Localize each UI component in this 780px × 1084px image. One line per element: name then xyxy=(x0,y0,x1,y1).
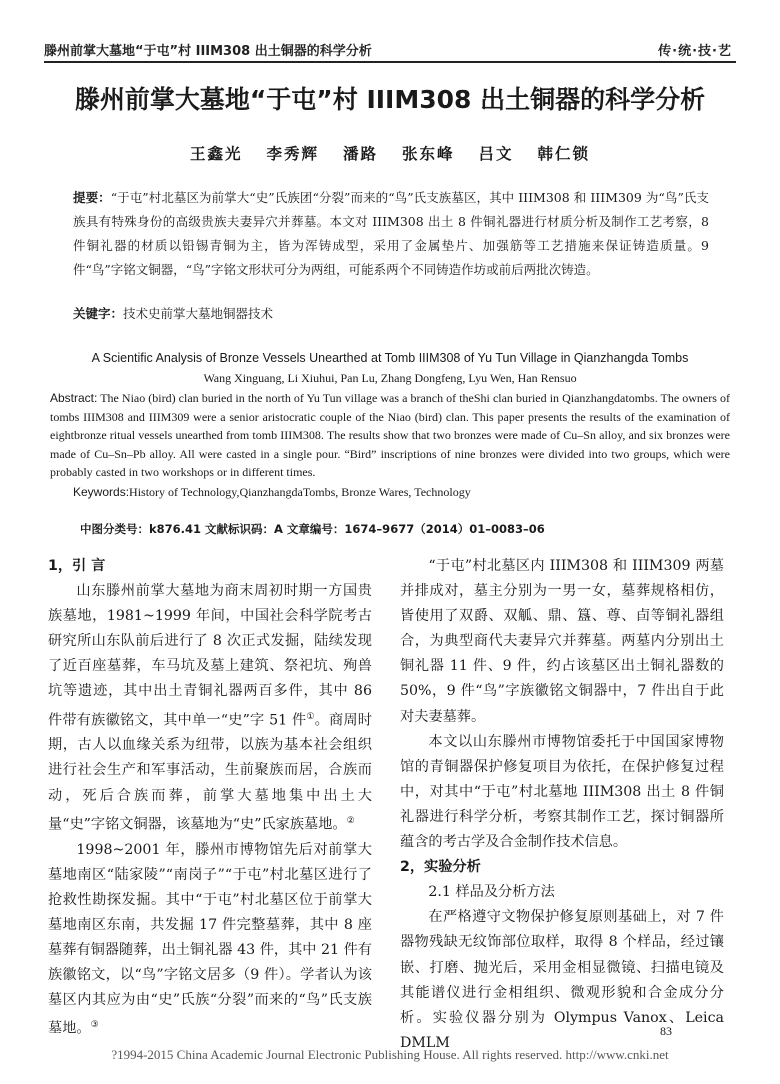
chinese-keywords-label: 关键字： xyxy=(73,306,124,321)
author-name: 吕文 xyxy=(478,144,514,163)
author-name: 王鑫光 xyxy=(189,144,243,163)
english-authors: Wang Xinguang, Li Xiuhui, Pan Lu, Zhang Dongfeng, Lyu Wen, Han Rensuo xyxy=(203,371,577,385)
english-keywords xyxy=(73,485,471,500)
english-title: A Scientific Analysis of Bronze Vessels Unearthed at Tomb IIIM308 of Yu Tun Village in Qianzhangda Tombs xyxy=(91,351,689,365)
author-name: 潘路 xyxy=(342,144,378,163)
chinese-abstract xyxy=(73,186,709,282)
header-rule xyxy=(44,61,736,63)
footnote-marker[interactable]: ② xyxy=(346,815,355,826)
body-paragraph: 本文以山东滕州市博物馆委托于中国国家博物馆的青铜器保护修复项目为依托，在保护修复过程中，对其中“于屯”村北墓地 IIIM308 出土 8 件铜礼器进行科学分析，考察其制作工艺，探讨铜器所蕴含的考古学及合金制作技术信息。 xyxy=(400,733,724,851)
running-header-section: 传·统·技·艺 xyxy=(658,44,732,59)
page-number: 83 xyxy=(660,1024,672,1038)
running-header-title: 滕州前掌大墓地“于屯”村 IIIM308 出土铜器的科学分析 xyxy=(44,44,372,59)
copyright-footer: ?1994-2015 China Academic Journal Electronic Publishing House. All rights reserved. http://www.cnki.net xyxy=(111,1047,669,1062)
section-heading: 1，引 言 xyxy=(48,558,106,574)
author-name: 李秀辉 xyxy=(266,144,319,163)
chinese-abstract-text: “于屯”村北墓区为前掌大“史”氏族团“分裂”而来的“鸟”氏支族墓区，其中 IIIM308 和 IIIM309 为“鸟”氏支族具有特殊身份的高级贵族夫妻异穴并葬墓。本文对 IIIM308 出土 8 件铜礼器进行材质分析及制作工艺考察，8 件铜礼器的材质以铅锡青铜为主，皆为浑铸成型，采用了金属垫片、加强筋等工艺措施来保证铸造质量。9 件“鸟”字铭文铜器，“鸟”字铭文形状可分为两组，可能系两个不同铸造作坊或前后两批次铸造。 xyxy=(73,190,709,277)
english-abstract-label: Abstract: xyxy=(50,391,98,405)
english-abstract-text: The Niao (bird) clan buried in the north of Yu Tun village was a branch of theShi clan buried in Qianzhangdatombs. The owners of tombs IIIM308 and IIIM309 were a senior aristocratic couple of the Niao (bird) clan. This paper presents the results of the examination of eightbronze ritual vessels unearthed from tomb IIIM308. The results show that two bronzes were made of Cu–Sn alloy, and six bronzes were made of Cu–Sn–Pb alloy. All were casted in a single pour. “Bird” inscriptions of nine bronzes were divided into two groups, which were probably casted in two workshops or in different times. xyxy=(50,391,730,480)
author-name: 张东峰 xyxy=(402,144,455,163)
body-paragraph: 在严格遵守文物保护修复原则基础上，对 7 件器物残缺无纹饰部位取样，取得 8 个样品，经过镶嵌、打磨、抛光后，采用金相显微镜、扫描电镜及其能谱仪进行金相组织、微观形貌和合金成分分析。实验仪器分别为 Olympus Vanox、Leica DMLM xyxy=(400,909,724,1051)
author-list xyxy=(0,142,780,164)
body-paragraph xyxy=(48,579,372,837)
classification-line: 中图分类号：k876.41 文献标识码：A 文章编号：1674–9677（2014）01–0083–06 xyxy=(80,522,545,536)
author-name: 韩仁锁 xyxy=(537,144,591,163)
chinese-keywords xyxy=(73,304,273,322)
body-column-left xyxy=(48,554,372,1042)
subsection-heading: 2.1 样品及分析方法 xyxy=(428,884,555,901)
paragraph-text: 山东滕州前掌大墓地为商末周初时期一方国贵族墓地，1981~1999 年间，中国社会科学院考古研究所山东队前后进行了 8 次正式发掘，陆续发现了近百座墓葬，车马坑及墓上建筑、祭祀坑、殉兽坑等遗迹，其中出土青铜礼器两百多件，其中 86 件带有族徽铭文，其中单一“史”字 51 件 xyxy=(48,583,372,729)
body-paragraph: “于屯”村北墓区内 IIIM308 和 IIIM309 两墓并排成对，墓主分别为一男一女，墓葬规格相仿，皆使用了双爵、双觚、鼎、簋、尊、卣等铜礼器组合，为典型商代夫妻异穴并葬墓。两墓内分别出土铜礼器 11 件、9 件，约占该墓区出土铜礼器数的 50%，9 件“鸟”字族徽铭文铜器中，7 件出自于此对夫妻墓葬。 xyxy=(400,558,724,725)
section-heading: 2，实验分析 xyxy=(400,859,481,876)
chinese-abstract-label: 提要： xyxy=(73,190,111,205)
chinese-keywords-text: 技术史前掌大墓地铜器技术 xyxy=(123,306,274,321)
paragraph-text: 。商周时期，古人以血缘关系为纽带，以族为基本社会组织进行社会生产和军事活动，生前聚族而居，合族而动，死后合族而葬，前掌大墓地集中出土大量“史”字铭文铜器，该墓地为“史”氏家族墓地。 xyxy=(48,712,372,833)
body-paragraph xyxy=(48,838,372,1042)
body-column-right xyxy=(400,554,724,1056)
english-abstract xyxy=(50,389,730,482)
footnote-marker[interactable]: ① xyxy=(306,711,315,722)
english-keywords-text: History of Technology,QianzhangdaTombs, Bronze Wares, Technology xyxy=(129,485,471,499)
footnote-marker[interactable]: ③ xyxy=(90,1020,99,1031)
english-keywords-label: Keywords: xyxy=(73,485,130,499)
paragraph-text: 1998~2001 年，滕州市博物馆先后对前掌大墓地南区“陆家陵”“南岗子”“于屯”村北墓区进行了抢救性勘探发掘。其中“于屯”村北墓区位于前掌大墓地南区东南，共发掘 17 件完整墓葬，其中 8 座墓葬有铜器随葬，出土铜礼器 43 件，其中 21 件有族徽铭文，以“鸟”字铭文居多（9 件）。学者认为该墓区内其应为由“史”氏族“分裂”而来的“鸟”氏支族墓地。 xyxy=(48,841,372,1037)
article-title: 滕州前掌大墓地“于屯”村 IIIM308 出土铜器的科学分析 xyxy=(74,85,706,114)
